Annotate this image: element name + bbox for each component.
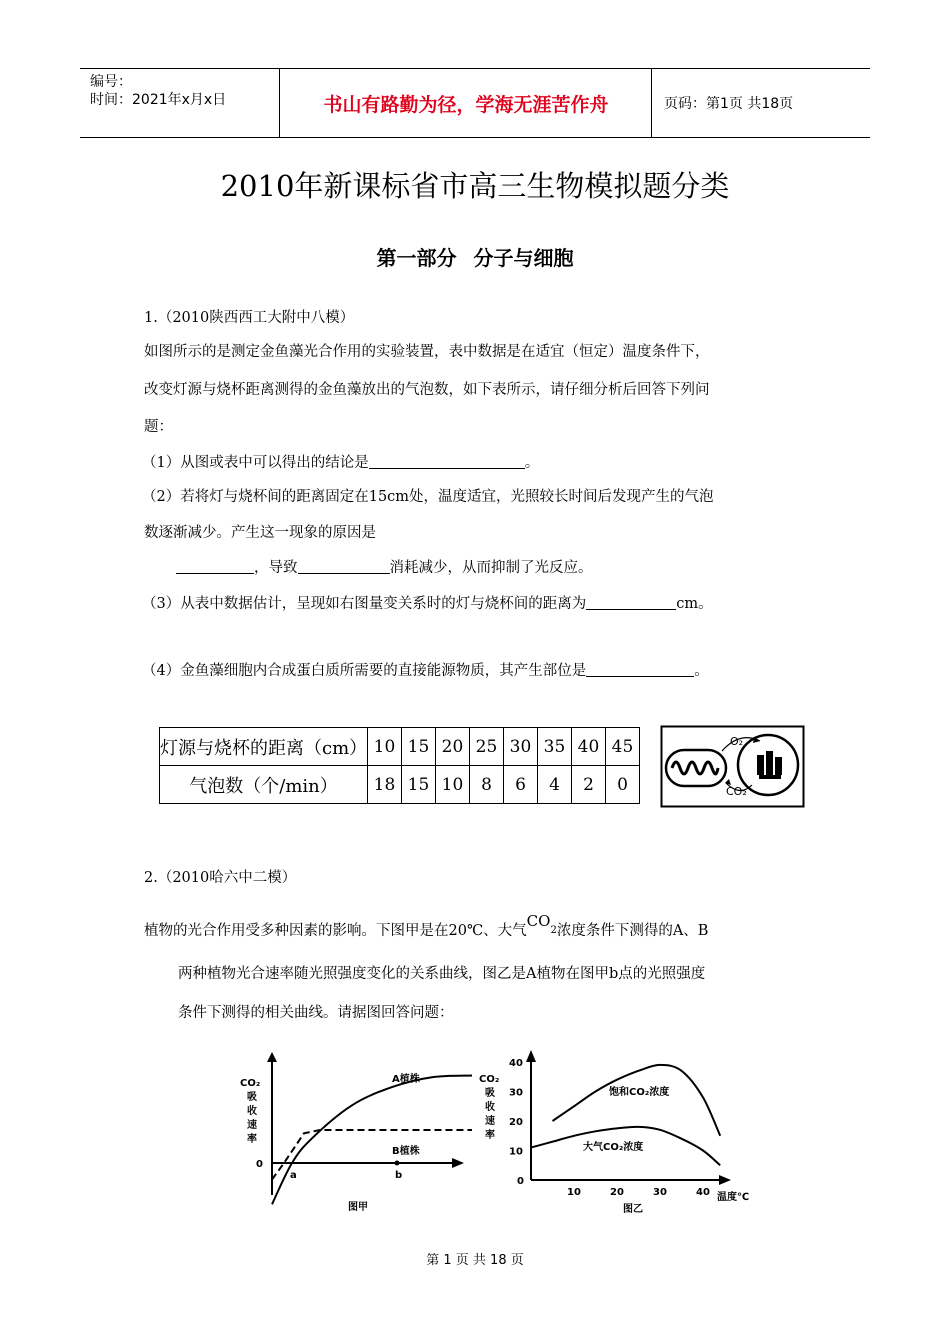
- q1-sub4-blank[interactable]: [586, 662, 694, 677]
- q1-sub4-text: （4）金鱼藻细胞内合成蛋白质所需要的直接能源物质，其产生部位是: [142, 663, 587, 679]
- curve-b-line: [272, 1130, 472, 1180]
- q1-sub1-blank[interactable]: [369, 454, 525, 469]
- table-cell: 15: [402, 766, 436, 804]
- yi-ylabel-2: 吸: [485, 1088, 495, 1099]
- yi-ylabel-1: CO₂: [479, 1074, 500, 1085]
- table-cell: 4: [538, 766, 572, 804]
- q1-source: 1.（2010陕西西工大附中八模）: [144, 310, 355, 326]
- table-cell: 0: [606, 766, 640, 804]
- y-tick-label: 20: [509, 1117, 523, 1128]
- yi-caption: 图乙: [623, 1204, 643, 1215]
- jia-caption: 图甲: [348, 1202, 368, 1213]
- jia-ylabel-2: 吸: [247, 1092, 257, 1103]
- q1-stem-line-2: 改变灯源与烧杯距离测得的金鱼藻放出的气泡数，如下表所示，请仔细分析后回答下列问: [144, 382, 710, 398]
- table-row1-label: 灯源与烧杯的距离（cm）: [160, 728, 368, 766]
- document-title: 2010年新课标省市高三生物模拟题分类: [220, 169, 730, 203]
- q1-sub4-end: 。: [694, 663, 709, 679]
- x-axis-arrow-icon: [719, 1175, 731, 1185]
- header-number: 编号：: [90, 74, 132, 90]
- q1-sub2-blank-1[interactable]: [176, 559, 254, 574]
- jia-ylabel-3: 收: [247, 1106, 257, 1117]
- jia-ylabel-5: 率: [247, 1134, 257, 1145]
- jia-curve-b-label: B植株: [392, 1146, 420, 1157]
- header-meta: [80, 69, 280, 137]
- q1-sub1-text: （1）从图或表中可以得出的结论是: [142, 455, 369, 471]
- table-cell: 15: [402, 728, 436, 766]
- header-page-info: 页码：第1页 共18页: [664, 96, 794, 112]
- table-cell: 20: [436, 728, 470, 766]
- table-cell: 10: [436, 766, 470, 804]
- table-cell: 8: [470, 766, 504, 804]
- yi-tick-labels: [509, 1058, 710, 1198]
- y-axis-arrow-icon: [267, 1052, 277, 1062]
- x-tick-label: 30: [653, 1187, 667, 1198]
- q1-sub2-line-2: 数逐渐减少。产生这一现象的原因是: [144, 525, 376, 541]
- q1-stem-line-1: 如图所示的是测定金鱼藻光合作用的实验装置，表中数据是在适宜（恒定）温度条件下，: [144, 344, 710, 360]
- yi-curve-bottom-label: 大气CO₂浓度: [583, 1142, 644, 1153]
- q2-line-2: 两种植物光合速率随光照强度变化的关系曲线，图乙是A植物在图甲b点的光照强度: [178, 966, 706, 982]
- o2-label: O₂: [730, 735, 744, 748]
- jia-point-b: b: [395, 1170, 403, 1181]
- y-tick-label: 40: [509, 1058, 523, 1069]
- q2-line-1: [144, 912, 709, 940]
- table-cell: 40: [572, 728, 606, 766]
- q1-sub2-line-1: （2）若将灯与烧杯间的距离固定在15cm处，温度适宜，光照较长时间后发现产生的气泡: [142, 489, 714, 505]
- x-tick-label: 20: [610, 1187, 624, 1198]
- y-axis-arrow-icon: [526, 1050, 536, 1062]
- header-time: 时间：2021年x月x日: [90, 92, 227, 108]
- q1-sub3-blank[interactable]: [586, 595, 676, 610]
- curve-a-line: [272, 1076, 472, 1205]
- table-row: [160, 728, 640, 766]
- jia-ylabel-4: 速: [247, 1120, 257, 1131]
- figure-jia: [230, 1050, 475, 1220]
- jia-ylabel-1: CO₂: [240, 1078, 261, 1089]
- yi-ylabel-5: 率: [485, 1130, 495, 1141]
- jia-zero: 0: [256, 1159, 263, 1170]
- table-cell: 35: [538, 728, 572, 766]
- q1-sub3: [142, 592, 713, 613]
- chloroplast-icon: [738, 735, 798, 795]
- q1-sub2-line-3: [176, 556, 593, 577]
- y-tick-label: 0: [517, 1176, 524, 1187]
- jia-curve-a-label: A植株: [392, 1074, 420, 1085]
- q1-sub2-end: 消耗减少，从而抑制了光反应。: [389, 560, 593, 576]
- yi-ylabel-3: 收: [485, 1102, 495, 1113]
- q2-co2-sub: 2: [550, 925, 557, 936]
- table-row: [160, 766, 640, 804]
- q2-line-1-b: 浓度条件下测得的A、B: [556, 923, 709, 939]
- page-header: [80, 68, 870, 138]
- figure-yi: [475, 1050, 770, 1220]
- q1-sub1: [142, 451, 539, 472]
- q2-line-1-a: 植物的光合作用受多种因素的影响。下图甲是在20℃、大气: [144, 923, 527, 939]
- table-cell: 10: [368, 728, 402, 766]
- yi-ylabel-4: 速: [485, 1116, 495, 1127]
- table-cell: 18: [368, 766, 402, 804]
- table-cell: 30: [504, 728, 538, 766]
- table-cell: 2: [572, 766, 606, 804]
- q2-co2: CO: [526, 912, 551, 930]
- part-title: 第一部分 分子与细胞: [376, 246, 574, 270]
- curve-saturated-line: [553, 1065, 721, 1136]
- table-row2-label: 气泡数（个/min）: [160, 766, 368, 804]
- q2-source: 2.（2010哈六中二模）: [144, 870, 297, 886]
- y-tick-label: 10: [509, 1146, 523, 1158]
- q2-line-3: 条件下测得的相关曲线。请据图回答问题：: [178, 1005, 454, 1021]
- page-footer: 第 1 页 共 18 页: [426, 1253, 524, 1268]
- point-b-marker: [395, 1161, 400, 1166]
- q1-sub1-end: 。: [524, 455, 540, 471]
- y-tick-label: 30: [509, 1087, 523, 1099]
- q1-sub3-text: （3）从表中数据估计，呈现如右图量变关系时的灯与烧杯间的距离为: [142, 596, 587, 612]
- table-cell: 6: [504, 766, 538, 804]
- q1-sub3-end: cm。: [676, 596, 713, 612]
- yi-curve-top-label: 饱和CO₂浓度: [609, 1087, 670, 1098]
- yi-xlabel: 温度℃: [717, 1192, 750, 1203]
- table-cell: 25: [470, 728, 504, 766]
- x-tick-label: 10: [567, 1187, 581, 1198]
- mitochondrion-icon: [666, 750, 726, 786]
- co2-label: CO₂: [726, 785, 747, 798]
- organelle-diagram: [660, 725, 806, 809]
- header-motto: 书山有路勤为径，学海无涯苦作舟: [281, 69, 652, 137]
- distance-bubble-table: [159, 727, 640, 804]
- q1-sub4: [142, 659, 709, 680]
- table-cell: 45: [606, 728, 640, 766]
- q1-stem-line-3: 题：: [144, 419, 173, 435]
- q1-sub2-blank-2[interactable]: [298, 559, 390, 574]
- x-tick-label: 40: [696, 1187, 710, 1198]
- q1-sub2-mid: ，导致: [254, 560, 298, 576]
- jia-point-a: a: [290, 1170, 297, 1181]
- x-axis-arrow-icon: [452, 1158, 464, 1168]
